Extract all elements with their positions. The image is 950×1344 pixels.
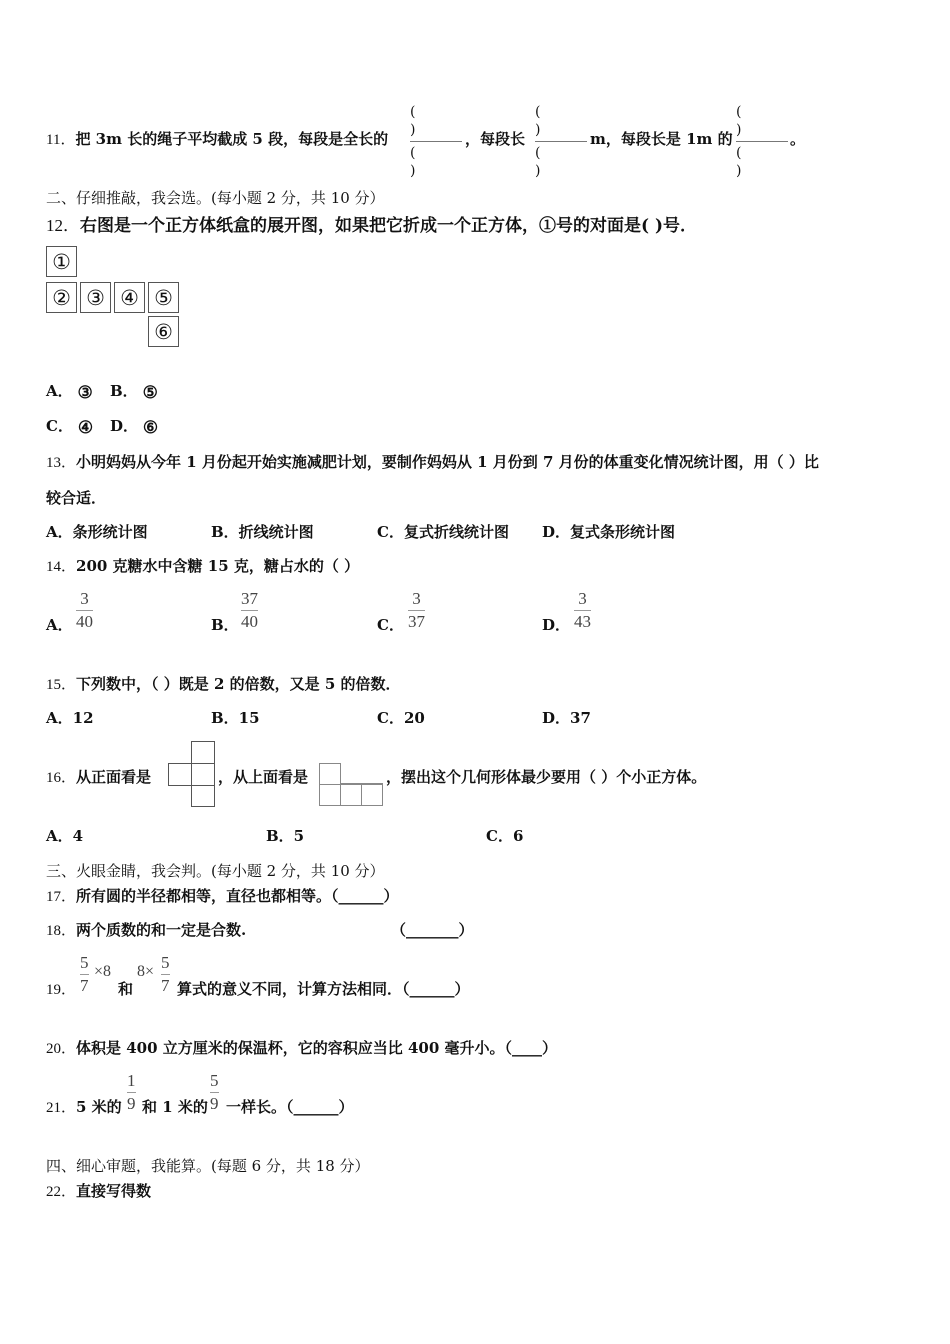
option-d[interactable]: D．37: [542, 709, 591, 727]
question-number: 16．: [46, 770, 77, 786]
cube-face-1: ①: [46, 246, 77, 277]
section-title: 三、火眼金睛，我会判。(每小题 2 分，共 10 分）: [46, 862, 385, 880]
blank-fraction-3: ( ) ( ): [736, 103, 788, 180]
question-text: 所有圆的半径都相等，直径也都相等。（______）: [76, 887, 399, 905]
question-13: [46, 451, 819, 472]
question-12: [46, 211, 697, 236]
question-22: [46, 1180, 151, 1201]
option-a[interactable]: A．4: [46, 827, 84, 845]
option-b[interactable]: B． ⑤: [110, 382, 158, 403]
question-14: [46, 555, 359, 576]
question-text: m，每段长是 1m 的: [590, 130, 733, 148]
question-text: 200 克糖水中含糖 15 克，糖占水的（ ）: [76, 557, 360, 575]
question-17: [46, 885, 399, 906]
cube-face-3: ③: [80, 282, 111, 313]
option-c[interactable]: C． ④: [46, 417, 94, 438]
question-number: 11．: [46, 132, 76, 148]
question-number: 19．: [46, 982, 77, 998]
question-number: 18．: [46, 923, 77, 939]
fraction-1-9: 1 9: [127, 1071, 136, 1113]
question-text: ，每段长: [465, 130, 526, 148]
question-19: [46, 978, 76, 999]
option-a-label[interactable]: A．: [46, 616, 73, 634]
question-18: [46, 919, 246, 940]
option-b-label[interactable]: B．: [211, 616, 239, 634]
question-text: 从正面看是: [76, 768, 152, 786]
fraction-5-7: 5 7: [80, 953, 89, 995]
option-c-fraction[interactable]: 3 37: [408, 589, 425, 631]
section-title: 四、细心审题，我能算。(每题 6 分，共 18 分）: [46, 1157, 370, 1175]
section-title: 二、仔细推敲，我会选。(每小题 2 分，共 10 分）: [46, 189, 385, 207]
option-a-fraction[interactable]: 3 40: [76, 589, 93, 631]
question-text: 直接写得数: [76, 1182, 152, 1200]
question-text: 两个质数的和一定是合数.: [76, 921, 247, 939]
option-c[interactable]: C．复式折线统计图: [377, 523, 509, 541]
question-21: [46, 1096, 122, 1117]
question-11: [46, 128, 388, 149]
blank-fraction-1: ( ) ( ): [410, 103, 462, 180]
option-d-fraction[interactable]: 3 43: [574, 589, 591, 631]
option-a[interactable]: A．条形统计图: [46, 523, 148, 541]
option-c[interactable]: C．20: [377, 709, 425, 727]
cube-face-6: ⑥: [148, 316, 179, 347]
question-text: 体积是 400 立方厘米的保温杯，它的容积应当比 400 毫升小。（____）: [76, 1039, 558, 1057]
question-text: 下列数中，（ ）既是 2 的倍数，又是 5 的倍数．: [76, 675, 401, 693]
question-text: 一样长。（______）: [226, 1098, 354, 1116]
question-text: 小明妈妈从今年 1 月份起开始实施减肥计划，要制作妈妈从 1 月份到 7 月份的体重变化情况统计图，用（ ）比: [76, 453, 819, 471]
cube-face-4: ④: [114, 282, 145, 313]
question-number: 14．: [46, 559, 77, 575]
question-number: 17．: [46, 889, 77, 905]
question-15: [46, 673, 401, 694]
question-text: ，从上面看是: [218, 768, 309, 786]
fraction-5-9: 5 9: [210, 1071, 219, 1113]
option-b-fraction[interactable]: 37 40: [241, 589, 258, 631]
option-d-label[interactable]: D．: [542, 616, 571, 634]
question-text: 把 3m 长的绳子平均截成 5 段，每段是全长的: [75, 130, 389, 148]
question-text-continued: 较合适．: [46, 489, 107, 507]
question-number: 20．: [46, 1041, 77, 1057]
cube-face-5: ⑤: [148, 282, 179, 313]
answer-blank[interactable]: （_______）: [391, 921, 474, 939]
option-b[interactable]: B．15: [211, 709, 260, 727]
option-d[interactable]: D．复式条形统计图: [542, 523, 676, 541]
question-text: 5 米的: [76, 1098, 122, 1116]
and-text: 和: [118, 980, 134, 998]
question-number: 22．: [46, 1184, 77, 1200]
blank-fraction-2: ( ) ( ): [535, 103, 587, 180]
question-20: [46, 1037, 557, 1058]
eight-times: 8×: [137, 963, 155, 980]
question-text: 右图是一个正方体纸盒的展开图，如果把它折成一个正方体，①号的对面是( )号．: [80, 216, 698, 236]
question-text: 和 1 米的: [142, 1098, 208, 1116]
option-b[interactable]: B．5: [266, 827, 305, 845]
fraction-5-7-b: 5 7: [161, 953, 170, 995]
question-16: [46, 766, 151, 787]
question-text: 算式的意义不同，计算方法相同．（______）: [177, 980, 470, 998]
option-c-label[interactable]: C．: [377, 616, 404, 634]
times-eight: ×8: [94, 963, 112, 980]
question-number: 13．: [46, 455, 77, 471]
option-d[interactable]: D． ⑥: [110, 417, 159, 438]
option-a[interactable]: A．12: [46, 709, 94, 727]
option-c[interactable]: C．6: [486, 827, 524, 845]
question-text: 。: [790, 130, 806, 148]
question-number: 21．: [46, 1100, 77, 1116]
question-text: ，摆出这个几何形体最少要用（ ）个小正方体。: [386, 768, 707, 786]
question-number: 15．: [46, 677, 77, 693]
cube-face-2: ②: [46, 282, 77, 313]
question-number: 12．: [46, 216, 80, 235]
option-a[interactable]: A． ③: [46, 382, 93, 403]
option-b[interactable]: B．折线统计图: [211, 523, 314, 541]
